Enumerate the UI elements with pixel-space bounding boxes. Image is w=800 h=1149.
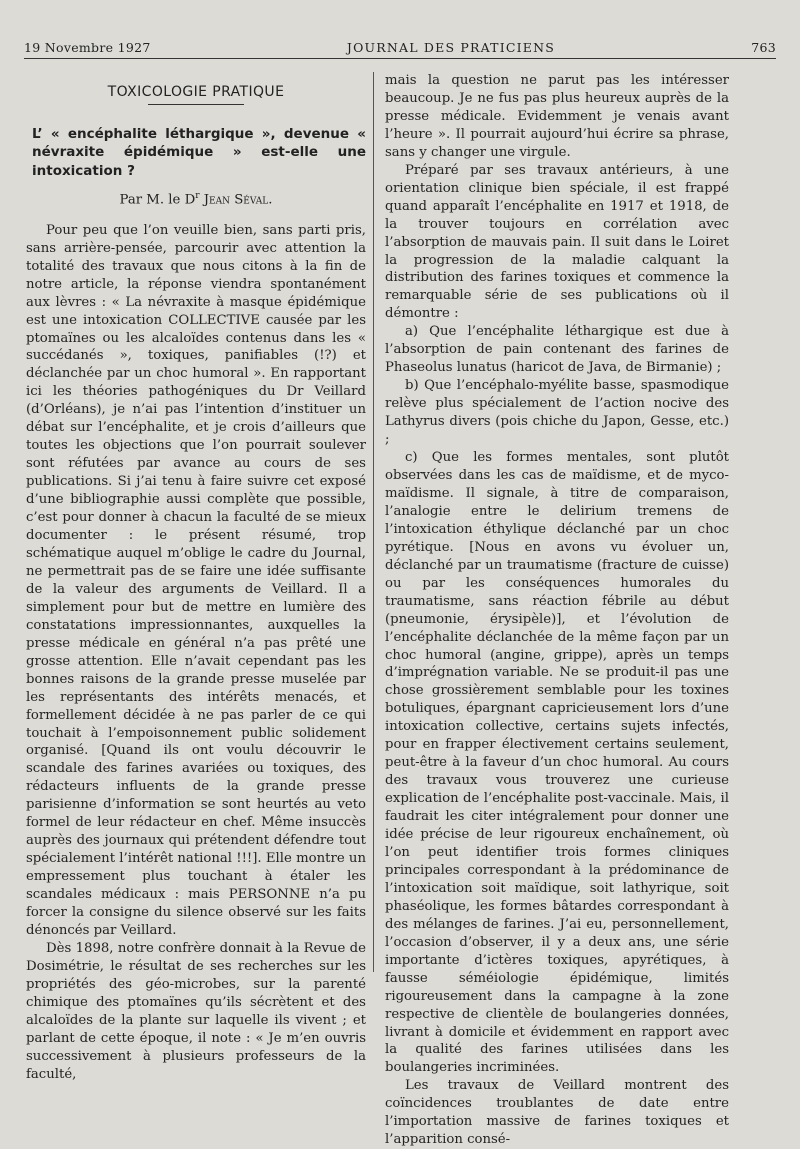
paragraph: Pour peu que l’on veuille bien, sans parti pris, sans arrière-pensée, parcourir avec attention la totalité des travaux que nous citons à la fin de notre article, la réponse viendra spontanément aux lèvres : « La névraxite à masque épidémique est une intoxication COLLECTIVE causée par les ptomaïnes ou les alcaloïdes contenus dans les « succédanés », toxiques, panifiables (!?) et déclanchée par un choc humoral ». En rapportant ici les théories pathogéniques du Dr Veillard (d’Orléans), je n’ai pas l’intention d’instituer un débat sur l’encéphalite, et je crois d’ailleurs que toutes les objections que l’on pourrait soulever sont réfutées par avance au cours de ses publications. Si j’ai tenu à faire suivre cet exposé d’une bibliographie aussi complète que possible, c’est pour donner à chacun la faculté de se mieux documenter : le présent résumé, trop schématique auquel m’oblige le cadre du Journal, ne permettrait pas de se faire une idée suffisante de la valeur des arguments de Veillard. Il a simplement pour but de mettre en lumière des constatations impressionnantes, auxquelles la presse médicale en général n’a pas prêté une grosse attention. Elle n’avait cependant pas les bonnes raisons de la grande presse muselée par les représentants des intérêts menacés, et formellement décidée à ne pas parler de ce qui touchait à l’empoisonnement public solidement organisé. [Quand ils ont voulu découvrir le scandale des farines avariées ou toxiques, des rédacteurs influents de la grande presse parisienne d’information se sont heurtés au veto formel de leur rédacteur en chef. Même insuccès auprès des journaux qui prétendent défendre tout spécialement l’intérêt national !!!]. Elle montre un empressement plus touchant à étaler les scandales médicaux : mais PERSONNE n’a pu forcer la consigne du silence observé sur les faits dénoncés par Veillard.	[26, 222, 366, 938]
paragraph: Préparé par ses travaux antérieurs, à une orientation clinique bien spéciale, il est frappé quand apparaît l’encéphalite en 1917 et 1918, de la trouver toujours en corrélation avec l’absorption de mauvais pain. Il suit dans le Loiret la progression de la maladie calquant la distribution des farines toxiques et commence la remarquable série de ses publications où il démontre :	[385, 162, 729, 322]
paragraph: Dès 1898, notre confrère donnait à la Revue de Dosimétrie, le résultat de ses recherches sur les propriétés des géo-microbes, sur la parenté chimique des ptomaïnes qu’ils sécrètent et des alcaloïdes de la plante sur laquelle ils vivent ; et parlant de cette époque, il note : « Je m’en ouvris successivement à plusieurs professeurs de la faculté,	[26, 940, 366, 1082]
byline-prefix: Par M. le D	[119, 192, 196, 208]
section-title: TOXICOLOGIE PRATIQUE	[107, 84, 285, 100]
list-item-b: b) Que l’encéphalo-myélite basse, spasmodique relève plus spécialement de l’action nocive des Lathyrus divers (pois chiche du Japon, Gesse, etc.) ;	[385, 378, 729, 448]
paragraph: Les travaux de Veillard montrent des coïncidences troublantes de date entre l’importation massive de farines toxiques et l’apparition consé-	[385, 1078, 729, 1148]
header-rule	[24, 58, 776, 59]
header-journal-title: JOURNAL DES PRATICIENS	[346, 39, 555, 55]
list-item-c: c) Que les formes mentales, sont plutôt observées dans les cas de maïdisme, et de myco-maïdisme. Il signale, à titre de comparaison, l’analogie entre le delirium tremens de l’intoxication éthylique déclanché par un choc pyrétique. [Nous en avons vu évoluer un, déclanché par un traumatisme (fracture de cuisse) ou par les conséquences humorales du traumatisme, sans réaction fébrile au début (pneumonie, érysipèle)], et l’évolution de l’encéphalite déclanchée de la même façon par un choc humoral (angine, grippe), après un temps d’imprégnation variable. Ne se produit-il pas une chose grossièrement semblable pour les toxines botuliques, épargnant capricieusement lors d’une intoxication collective, certains sujets infectés, pour en frapper électivement certains seulement, peut-être à la faveur d’un choc humoral. Au cours des travaux vous trouverez une curieuse explication de l’encéphalite post-vaccinale. Mais, il faudrait les citer intégralement pour donner une idée précise de leur rigoureux enchaînement, où l’on peut identifier trois formes cliniques principales correspondant à la prédominance de l’intoxication soit maïdique, soit lathyrique, soit phaséolique, les formes bâtardes correspondant à des mélanges de farines. J’ai eu, personnellement, l’occasion d’observer, il y a deux ans, une série importante d’ictères toxiques, apyrétiques, à fausse séméiologie épidémique, limités rigoureusement dans la campagne à la zone respective de clientèle de boulangeries données, livrant à domicile et évidemment en rapport avec la qualité des farines utilisées dans les boulangeries incriminées.	[385, 450, 729, 1076]
header-page-number: 763	[751, 39, 776, 55]
byline-author: Jean Séval.	[203, 192, 273, 208]
section-title-rule	[148, 104, 244, 105]
byline	[26, 188, 366, 209]
list-item-a: a) Que l’encéphalite léthargique est due à l’absorption de pain contenant des farines de Phaseolus lunatus (haricot de Java, de Birmanie) ;	[385, 324, 729, 376]
paragraph: mais la question ne parut pas les intéresser beaucoup. Je ne fus pas plus heureux auprès de la presse médicale. Evidemment je venais avant l’heure ». Il pourrait aujourd’hui écrire sa phrase, sans y changer une virgule.	[385, 73, 729, 160]
running-head	[24, 38, 776, 56]
left-column	[26, 74, 366, 1084]
byline-sup: r	[195, 191, 200, 202]
article-title: L’ « encéphalite léthargique », devenue « névraxite épidémique » est-elle une intoxication ?	[32, 125, 366, 179]
column-divider	[373, 72, 374, 972]
header-date: 19 Novembre 1927	[24, 39, 151, 55]
right-column	[385, 72, 729, 1149]
